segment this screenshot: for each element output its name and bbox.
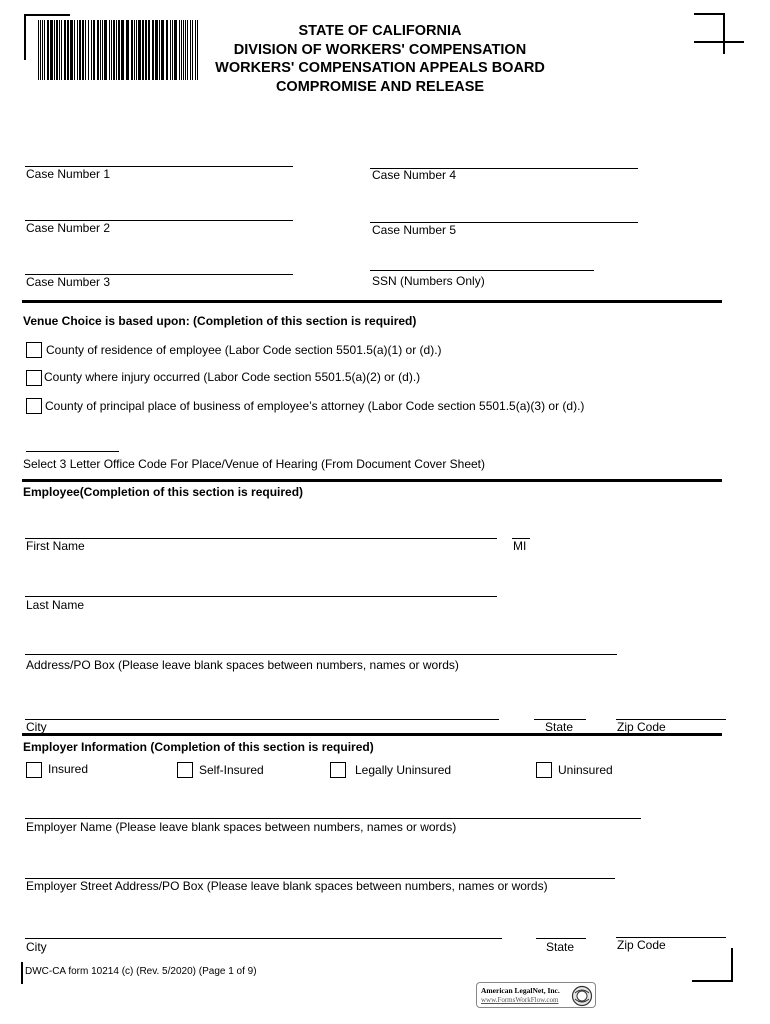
- header-line-state: STATE OF CALIFORNIA: [298, 23, 462, 39]
- employer-city-label: City: [26, 940, 47, 954]
- employee-city-label: City: [26, 720, 47, 734]
- venue-residence-label: County of residence of employee (Labor Code section 5501.5(a)(1) or (d).): [46, 343, 442, 357]
- header-line-board: WORKERS' COMPENSATION APPEALS BOARD: [215, 60, 545, 76]
- uninsured-label: Uninsured: [558, 763, 613, 777]
- uninsured-checkbox[interactable]: [536, 762, 552, 778]
- employee-state-label: State: [545, 720, 574, 734]
- case-number-1-label: Case Number 1: [26, 167, 111, 181]
- case-number-3-label: Case Number 3: [26, 275, 111, 289]
- employee-section-title: Employee(Completion of this section is required): [23, 485, 304, 499]
- employee-city-field[interactable]: [25, 719, 499, 720]
- self-insured-label: Self-Insured: [199, 763, 264, 777]
- corner-mark-top-right: [694, 12, 746, 56]
- brand-logo: [476, 982, 596, 1008]
- ssn-field[interactable]: [370, 270, 594, 271]
- employer-street-label: Employer Street Address/PO Box (Please leave blank spaces between numbers, names or words): [26, 879, 548, 893]
- employee-section-divider: [22, 479, 722, 482]
- legally-uninsured-checkbox[interactable]: [330, 762, 346, 778]
- venue-injury-checkbox[interactable]: [26, 370, 42, 386]
- last-name-label: Last Name: [26, 598, 85, 612]
- middle-initial-label: MI: [513, 539, 527, 553]
- employer-state-field[interactable]: [536, 938, 586, 939]
- last-name-field[interactable]: [25, 596, 497, 597]
- self-insured-checkbox[interactable]: [177, 762, 193, 778]
- employer-section-title: Employer Information (Completion of this section is required): [23, 740, 374, 754]
- case-number-4-label: Case Number 4: [372, 168, 457, 182]
- form-id-footer: DWC-CA form 10214 (c) (Rev. 5/2020) (Page 1 of 9): [25, 966, 257, 977]
- venue-attorney-label: County of principal place of business of employee’s attorney (Labor Code section 5501.5(a)(3) or (d).): [45, 399, 585, 413]
- ssn-label: SSN (Numbers Only): [372, 274, 485, 288]
- first-name-field[interactable]: [25, 538, 497, 539]
- venue-residence-checkbox[interactable]: [26, 342, 42, 358]
- case-number-5-label: Case Number 5: [372, 223, 457, 237]
- employee-address-label: Address/PO Box (Please leave blank spaces between numbers, names or words): [26, 658, 459, 672]
- first-name-label: First Name: [26, 539, 85, 553]
- brand-name: American LegalNet, Inc.: [481, 986, 560, 995]
- case-number-2-label: Case Number 2: [26, 221, 111, 235]
- employer-state-label: State: [546, 940, 575, 954]
- header-title: [170, 22, 590, 96]
- venue-section-title: Venue Choice is based upon: (Completion of this section is required): [23, 314, 417, 328]
- employer-name-field[interactable]: [25, 818, 641, 819]
- office-code-field[interactable]: [26, 451, 119, 452]
- corner-mark-bottom-right: [692, 948, 736, 984]
- employer-name-label: Employer Name (Please leave blank spaces between numbers, names or words): [26, 820, 457, 834]
- employee-zip-label: Zip Code: [617, 720, 666, 734]
- header-line-division: DIVISION OF WORKERS' COMPENSATION: [233, 41, 527, 58]
- legally-uninsured-label: Legally Uninsured: [355, 763, 452, 777]
- employer-section-divider: [22, 733, 722, 736]
- insured-label: Insured: [48, 762, 89, 776]
- venue-section-divider: [22, 300, 722, 303]
- employee-address-field[interactable]: [25, 654, 617, 655]
- office-code-label: Select 3 Letter Office Code For Place/Venue of Hearing (From Document Cover Sheet): [23, 457, 485, 471]
- globe-icon: [571, 985, 593, 1007]
- employer-zip-label: Zip Code: [617, 938, 666, 952]
- header-line-form-title: COMPROMISE AND RELEASE: [275, 78, 485, 95]
- insured-checkbox[interactable]: [26, 762, 42, 778]
- brand-url: www.FormsWorkFlow.com: [481, 996, 559, 1004]
- venue-attorney-checkbox[interactable]: [26, 398, 42, 414]
- venue-injury-label: County where injury occurred (Labor Code section 5501.5(a)(2) or (d).): [44, 370, 421, 384]
- employer-city-field[interactable]: [25, 938, 502, 939]
